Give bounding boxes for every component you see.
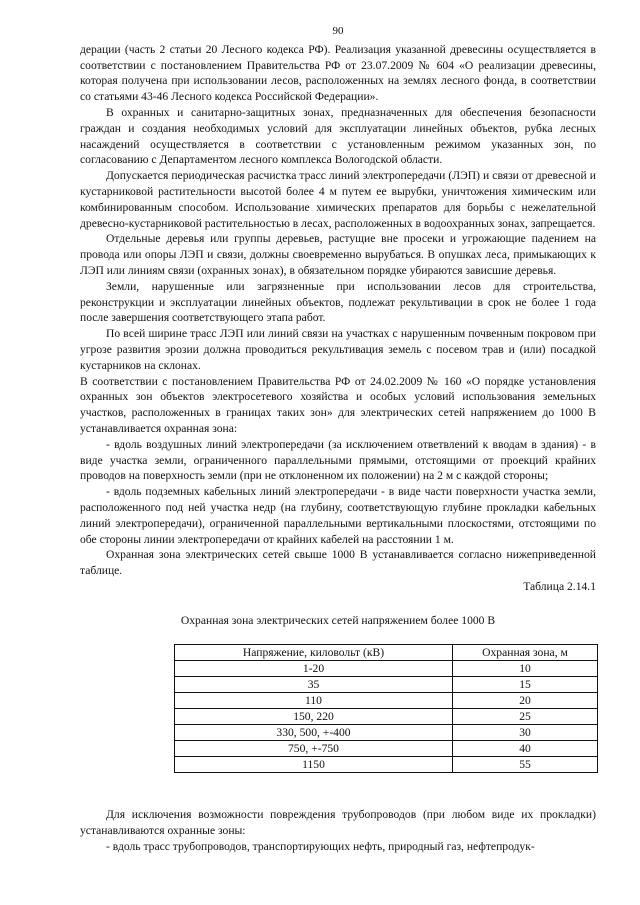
protection-zone-table bbox=[174, 644, 598, 773]
paragraph: По всей ширине трасс ЛЭП или линий связи на участках с нарушенным почвенным покровом при угрозе развития эрозии должна проводиться рекультивация земель с посевом трав и (или) посадкой кустарников на склонах. bbox=[80, 327, 596, 372]
zone-column-header: Охранная зона, м bbox=[453, 645, 598, 661]
zone-cell: 25 bbox=[453, 709, 598, 725]
voltage-column-header: Напряжение, киловольт (кВ) bbox=[175, 645, 453, 661]
paragraph: В охранных и санитарно-защитных зонах, предназначенных для обеспечения безопасности граждан и создания необходимых условий для эксплуатации линейных объектов, рубка лесных насаждений осуществляется в соответствии с установленным режимом указанных зон, по согласованию с Департаментом лесного комплекса Вологодской области. bbox=[80, 105, 596, 167]
table-row bbox=[175, 757, 598, 773]
voltage-cell: 1150 bbox=[175, 757, 453, 773]
table-row bbox=[175, 677, 598, 693]
zone-cell: 20 bbox=[453, 693, 598, 709]
zone-cell: 40 bbox=[453, 741, 598, 757]
paragraph: Для исключения возможности повреждения трубопроводов (при любом виде их прокладки) устанавливаются охранные зоны: bbox=[80, 808, 596, 838]
paragraph: Земли, нарушенные или загрязненные при использовании лесов для строительства, реконструкции и эксплуатации линейных объектов, подлежат рекультивации в срок не более 1 года после завершения соответствующего этапа работ. bbox=[80, 279, 596, 325]
voltage-cell: 110 bbox=[175, 693, 453, 709]
voltage-cell: 750, +-750 bbox=[175, 741, 453, 757]
paragraph: - вдоль воздушных линий электропередачи (за исключением ответвлений к вводам в здания) - в виде участка земли, ограниченного параллельными прямыми, отстоящими от проекций крайних проводов на поверхность земли (при не отклоненном их положении) на 2 м с каждой стороны; bbox=[80, 437, 596, 483]
table-row bbox=[175, 693, 598, 709]
page-number: 90 bbox=[332, 25, 344, 37]
paragraph: Отдельные деревья или группы деревьев, растущие вне просеки и угрожающие падением на провода или опоры ЛЭП и связи, должны своевременно вырубаться. В опушках леса, примыкающих к ЛЭП или линиям связи (охранных зонах), в обязательном порядке убираются зависшие деревья. bbox=[80, 232, 596, 277]
paragraph: Допускается периодическая расчистка трасс линий электропередачи (ЛЭП) и связи от древесной и кустарниковой растительности высотой более 4 м путем ее вырубки, уничтожения химическим или комбинированным способом. Использование химических препаратов для борьбы с нежелательной древесно-кустарниковой растительностью в лесах, расположенных в водоохранных зонах, запрещается. bbox=[80, 169, 596, 230]
paragraph: В соответствии с постановлением Правительства РФ от 24.02.2009 № 160 «О порядке установления охранных зон объектов электросетевого хозяйства и особых условий использования земельных участков, расположенных в границах таких зон» для электрических сетей напряжением до 1000 В устанавливается охранная зона: bbox=[80, 374, 596, 435]
zone-cell: 15 bbox=[453, 677, 598, 693]
table-caption: Охранная зона электрических сетей напряжением более 1000 В bbox=[180, 613, 496, 627]
table-row bbox=[175, 725, 598, 741]
voltage-cell: 150, 220 bbox=[175, 709, 453, 725]
paragraph: дерации (часть 2 статьи 20 Лесного кодекса РФ). Реализация указанной древесины осуществляется в соответствии с постановлением Правительства РФ от 23.07.2009 № 604 «О реализации древесины, которая получена при использовании лесов, расположенных на землях лесного фонда, в соответствии со статьями 43-46 Лесного кодекса Российской Федерации». bbox=[80, 42, 596, 104]
table-row bbox=[175, 709, 598, 725]
paragraph: Охранная зона электрических сетей свыше 1000 В устанавливается согласно нижеприведенной таблице. bbox=[80, 548, 596, 578]
zone-cell: 55 bbox=[453, 757, 598, 773]
zone-cell: 30 bbox=[453, 725, 598, 741]
voltage-cell: 330, 500, +-400 bbox=[175, 725, 453, 741]
table-row bbox=[175, 661, 598, 677]
paragraph: - вдоль трасс трубопроводов, транспортирующих нефть, природный газ, нефтепродук- bbox=[106, 840, 535, 854]
voltage-cell: 1-20 bbox=[175, 661, 453, 677]
table-row bbox=[175, 741, 598, 757]
body-text-bottom bbox=[80, 807, 596, 854]
table-header-row bbox=[175, 645, 598, 661]
body-text-top bbox=[80, 42, 596, 579]
zone-cell: 10 bbox=[453, 661, 598, 677]
paragraph: - вдоль подземных кабельных линий электропередачи - в виде части поверхности участка земли, расположенного под ней участка недр (на глубину, соответствующую глубине прокладки кабельных линий электропередачи), ограниченной параллельными вертикальными плоскостями, отстоящими по обе стороны линии электропередачи от крайних кабелей на расстоянии 1 м. bbox=[80, 485, 596, 546]
voltage-cell: 35 bbox=[175, 677, 453, 693]
table-label: Таблица 2.14.1 bbox=[523, 579, 596, 593]
